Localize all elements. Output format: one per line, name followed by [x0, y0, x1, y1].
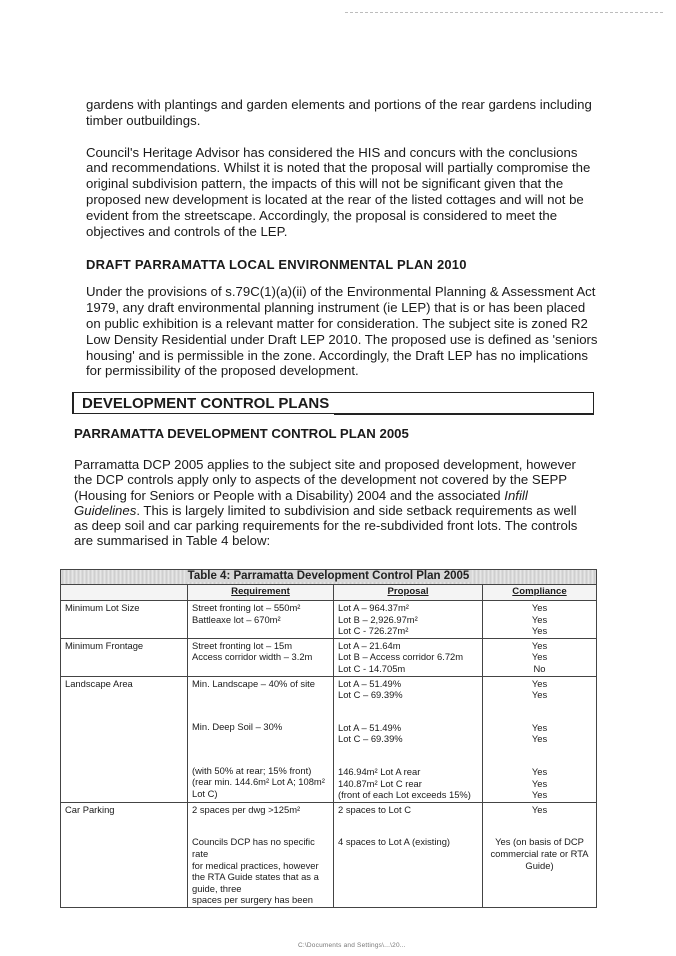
paragraph-dcp-summary [74, 457, 594, 549]
row-label: Minimum Frontage [61, 638, 188, 676]
proposal-line: Lot C – 69.39% [338, 733, 403, 745]
requirement-line: 2 spaces per dwg >125m² [192, 803, 301, 815]
paragraph-heritage-advisor: Council's Heritage Advisor has considered the HIS and concurs with the conclusions and recommendations. Whilst it is noted that the proposal will partially compromise the original subdivision pattern, the impacts of this will not be significant given that the proposed new development is located at the rear of the listed cottages and will not be evident from the streetscape. Accordingly, the proposal is considered to meet the objectives and controls of the LEP. [86, 144, 591, 239]
compliance-value: Yes [531, 733, 548, 745]
proposal-line: Lot A – 21.64m [338, 639, 401, 651]
proposal-line: (front of each Lot exceeds 15%) [338, 789, 471, 801]
heading-draft-lep: DRAFT PARRAMATTA LOCAL ENVIRONMENTAL PLAN 2010 [86, 257, 467, 273]
compliance-value: Yes [531, 613, 548, 625]
requirement-line: Councils DCP has no specific rate [192, 836, 315, 859]
table-row-landscape [61, 676, 597, 802]
compliance-value: Yes [531, 602, 548, 613]
compliance-value: Yes [531, 777, 548, 789]
requirement-line: Lot C) [192, 787, 218, 799]
requirement-line: Access corridor width – 3.2m [192, 651, 313, 663]
paragraph-gardens: gardens with plantings and garden elements and portions of the rear gardens including timber outbuildings. [86, 97, 592, 128]
heading-parramatta-dcp: PARRAMATTA DEVELOPMENT CONTROL PLAN 2005 [74, 426, 409, 441]
compliance-value: Yes [531, 677, 548, 689]
scan-header-line [345, 12, 663, 13]
compliance-value: Yes [531, 803, 548, 815]
body-text [86, 97, 598, 391]
requirement-line: (with 50% at rear; 15% front) [192, 764, 312, 776]
compliance-value: Yes [531, 789, 548, 801]
requirement-line: (rear min. 144.6m² Lot A; 108m² [192, 776, 325, 788]
paragraph-draft-lep: Under the provisions of s.79C(1)(a)(ii) of the Environmental Planning & Assessment Act 1979, any draft environmental planning instrument (ie LEP) that is or has been placed on public exhibition is a relevant matter for consideration. The subject site is zoned R2 Low Density Residential under Draft LEP 2010. The proposed use is defined as 'seniors housing' and is permissible in the zone. Accordingly, the Draft LEP has no implications for permissibility of the proposed development. [86, 284, 598, 379]
proposal-line: Lot C – 69.39% [338, 689, 403, 701]
compliance-value: Yes [531, 625, 548, 637]
dcp-text-part1: Parramatta DCP 2005 applies to the subject site and proposed development, however the DCP controls apply only to aspects of the development not covered by the SEPP (Housing for Seniors or People with a Disability) 2004 and the associated [74, 457, 576, 503]
dcp-text-part2: . This is largely limited to subdivision and side setback requirements as well as deep soil and car parking requirements for the re-subdivided front lots. The controls are summarised in Table 4 below: [74, 502, 578, 549]
requirement-line: for medical practices, however [192, 859, 319, 871]
header-requirement: Requirement [188, 585, 334, 601]
compliance-value: Yes [531, 651, 548, 663]
proposal-line: Lot A – 964.37m² [338, 602, 409, 613]
table-caption: Table 4: Parramatta Development Control Plan 2005 [187, 570, 470, 582]
compliance-value: Yes [531, 689, 548, 701]
compliance-value: No [533, 662, 546, 674]
heading-development-control-plans: DEVELOPMENT CONTROL PLANS [72, 392, 594, 414]
proposal-line: 146.94m² Lot A rear [338, 765, 421, 777]
compliance-value: Yes [531, 721, 548, 733]
proposal-line: Lot A – 51.49% [338, 677, 402, 689]
proposal-line: 4 spaces to Lot A (existing) [338, 836, 451, 848]
requirement-line: the RTA Guide states that as a [192, 871, 319, 883]
table-row-min-lot [61, 601, 597, 639]
header-compliance: Compliance [483, 585, 597, 601]
requirement-line: guide, three [192, 882, 242, 894]
compliance-value: Yes [531, 765, 548, 777]
row-label: Landscape Area [61, 676, 188, 802]
proposal-line: Lot A – 51.49% [338, 721, 402, 733]
table-row-min-frontage [61, 638, 597, 676]
table-caption-row [61, 570, 597, 585]
proposal-line: 140.87m² Lot C rear [338, 777, 422, 789]
proposal-line: Lot C - 726.27m² [338, 625, 409, 637]
compliance-value: Yes (on basis of DCP [495, 836, 584, 848]
proposal-line: 2 spaces to Lot C [338, 803, 411, 815]
table-row-car-parking [61, 802, 597, 907]
requirement-line: Min. Deep Soil – 30% [192, 721, 283, 733]
proposal-line: Lot C - 14.705m [338, 662, 406, 674]
proposal-line: Lot B – 2,926.97m² [338, 613, 418, 625]
table-header-row [61, 585, 597, 601]
dcp-text-italic: Infill Guidelines [74, 487, 528, 518]
requirement-line: Street fronting lot – 550m² [192, 602, 301, 613]
requirement-line: Min. Landscape – 40% of site [192, 677, 315, 689]
proposal-line: Lot B – Access corridor 6.72m [338, 651, 464, 663]
row-label: Car Parking [61, 802, 188, 907]
file-path-footer: C:\Documents and Settings\...\20... [298, 942, 406, 949]
compliance-value: Guide) [525, 859, 554, 871]
dcp-compliance-table [60, 569, 597, 908]
header-proposal: Proposal [334, 585, 483, 601]
requirement-line: Battleaxe lot – 670m² [192, 613, 281, 625]
requirement-line: Street fronting lot – 15m [192, 639, 293, 651]
row-label: Minimum Lot Size [61, 601, 188, 639]
header-blank [61, 585, 188, 601]
compliance-value: Yes [531, 639, 548, 651]
requirement-line: spaces per surgery has been [192, 894, 313, 906]
compliance-value: commercial rate or RTA [490, 847, 589, 859]
